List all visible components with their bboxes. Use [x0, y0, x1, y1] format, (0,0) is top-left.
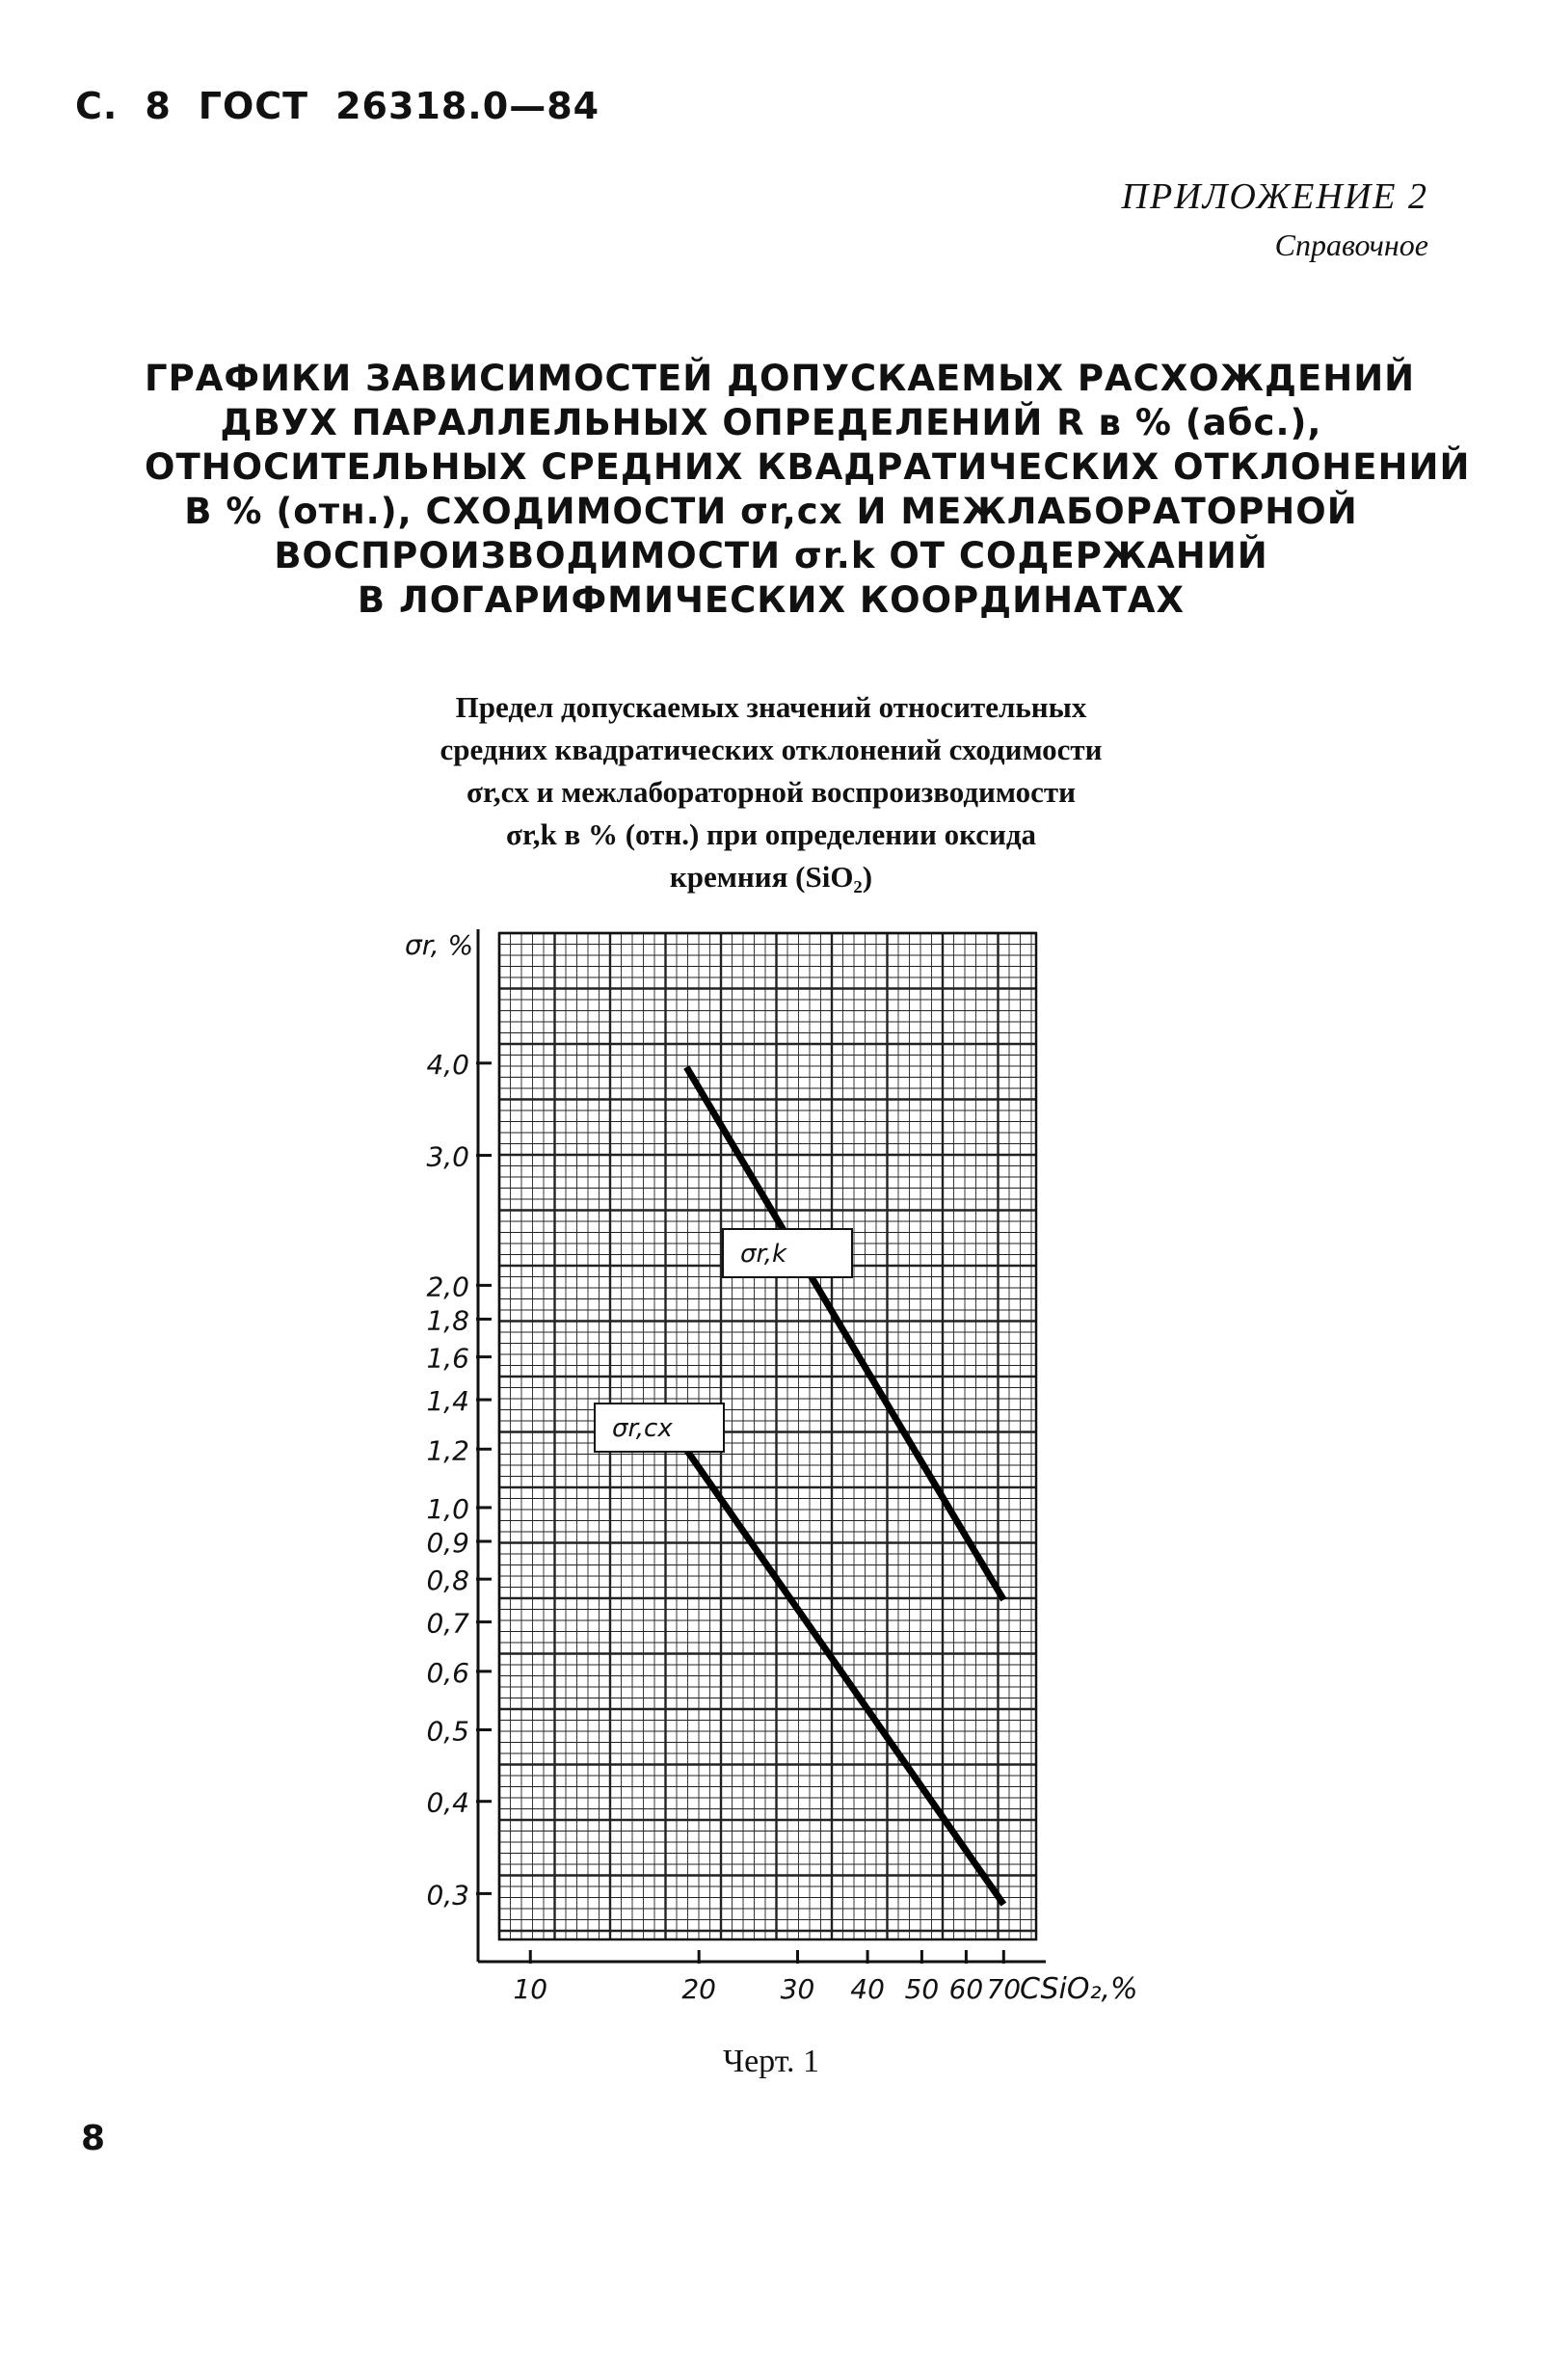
subtitle-line: средних квадратических отклонений сходимости	[440, 733, 1103, 766]
y-tick-label: 1,0	[426, 1492, 469, 1525]
y-tick-label: 0,8	[426, 1564, 469, 1597]
main-title-line: ГРАФИКИ ЗАВИСИМОСТЕЙ ДОПУСКАЕМЫХ РАСХОЖДЕНИЙ	[145, 358, 1416, 399]
page-footer-number: 8	[81, 2119, 106, 2158]
plot-frame	[499, 933, 1036, 1939]
main-title-line: ДВУХ ПАРАЛЛЕЛЬНЫХ ОПРЕДЕЛЕНИЙ R в % (абс.),	[220, 402, 1322, 443]
y-tick-label: 1,2	[426, 1434, 469, 1467]
chart-grid	[499, 933, 1036, 1939]
y-tick-label: 0,3	[426, 1879, 469, 1912]
x-tick-label: 20	[681, 1973, 716, 2005]
y-tick-label: 0,4	[426, 1786, 469, 1819]
figure-caption: Черт. 1	[722, 2044, 820, 2079]
y-axis-label: σr, %	[405, 929, 474, 961]
x-tick-label: 70	[986, 1973, 1022, 2005]
page-number: 8	[145, 85, 172, 127]
x-tick-label: 60	[948, 1973, 984, 2005]
subtitle-line: кремния (SiO₂)	[669, 860, 873, 894]
y-tick-label: 0,6	[426, 1656, 469, 1689]
y-tick-label: 0,9	[426, 1526, 469, 1559]
main-title-line: ОТНОСИТЕЛЬНЫХ СРЕДНИХ КВАДРАТИЧЕСКИХ ОТКЛОНЕНИЙ	[145, 446, 1471, 488]
subtitle-line: σr,cx и межлабораторной воспроизводимости	[466, 775, 1076, 809]
y-tick-label: 1,4	[426, 1385, 469, 1418]
x-tick-label: 40	[850, 1973, 885, 2005]
appendix-title: ПРИЛОЖЕНИЕ 2	[1121, 176, 1428, 217]
y-tick-label: 1,8	[426, 1304, 469, 1337]
subtitle-line: σr,k в % (отн.) при определении оксида	[505, 817, 1037, 851]
main-title-line: ВОСПРОИЗВОДИМОСТИ σr.k ОТ СОДЕРЖАНИЙ	[274, 535, 1268, 576]
subtitle-line: Предел допускаемых значений относительных	[455, 690, 1087, 724]
x-tick-label: 10	[513, 1973, 548, 2005]
x-tick-label: 50	[904, 1973, 940, 2005]
y-tick-label: 3,0	[426, 1140, 469, 1173]
x-tick-label: 30	[780, 1973, 815, 2005]
y-tick-label: 4,0	[426, 1048, 469, 1081]
y-tick-label: 2,0	[426, 1270, 469, 1303]
x-axis-label: CSiO₂,%	[1020, 1972, 1138, 2006]
standard-label: ГОСТ	[198, 85, 309, 127]
main-title-line: В ЛОГАРИФМИЧЕСКИХ КООРДИНАТАХ	[357, 579, 1186, 621]
y-tick-label: 0,7	[426, 1607, 469, 1640]
y-tick-label: 0,5	[426, 1715, 469, 1748]
series-label: σr,cx	[612, 1414, 673, 1443]
series-label: σr,k	[740, 1240, 787, 1269]
appendix-subtitle: Справочное	[1274, 227, 1428, 262]
y-tick-label: 1,6	[426, 1342, 469, 1375]
page-prefix: С.	[75, 85, 119, 127]
main-title-line: В % (отн.), СХОДИМОСТИ σr,cx И МЕЖЛАБОРАТОРНОЙ	[184, 491, 1358, 532]
standard-number: 26318.0—84	[335, 85, 600, 127]
